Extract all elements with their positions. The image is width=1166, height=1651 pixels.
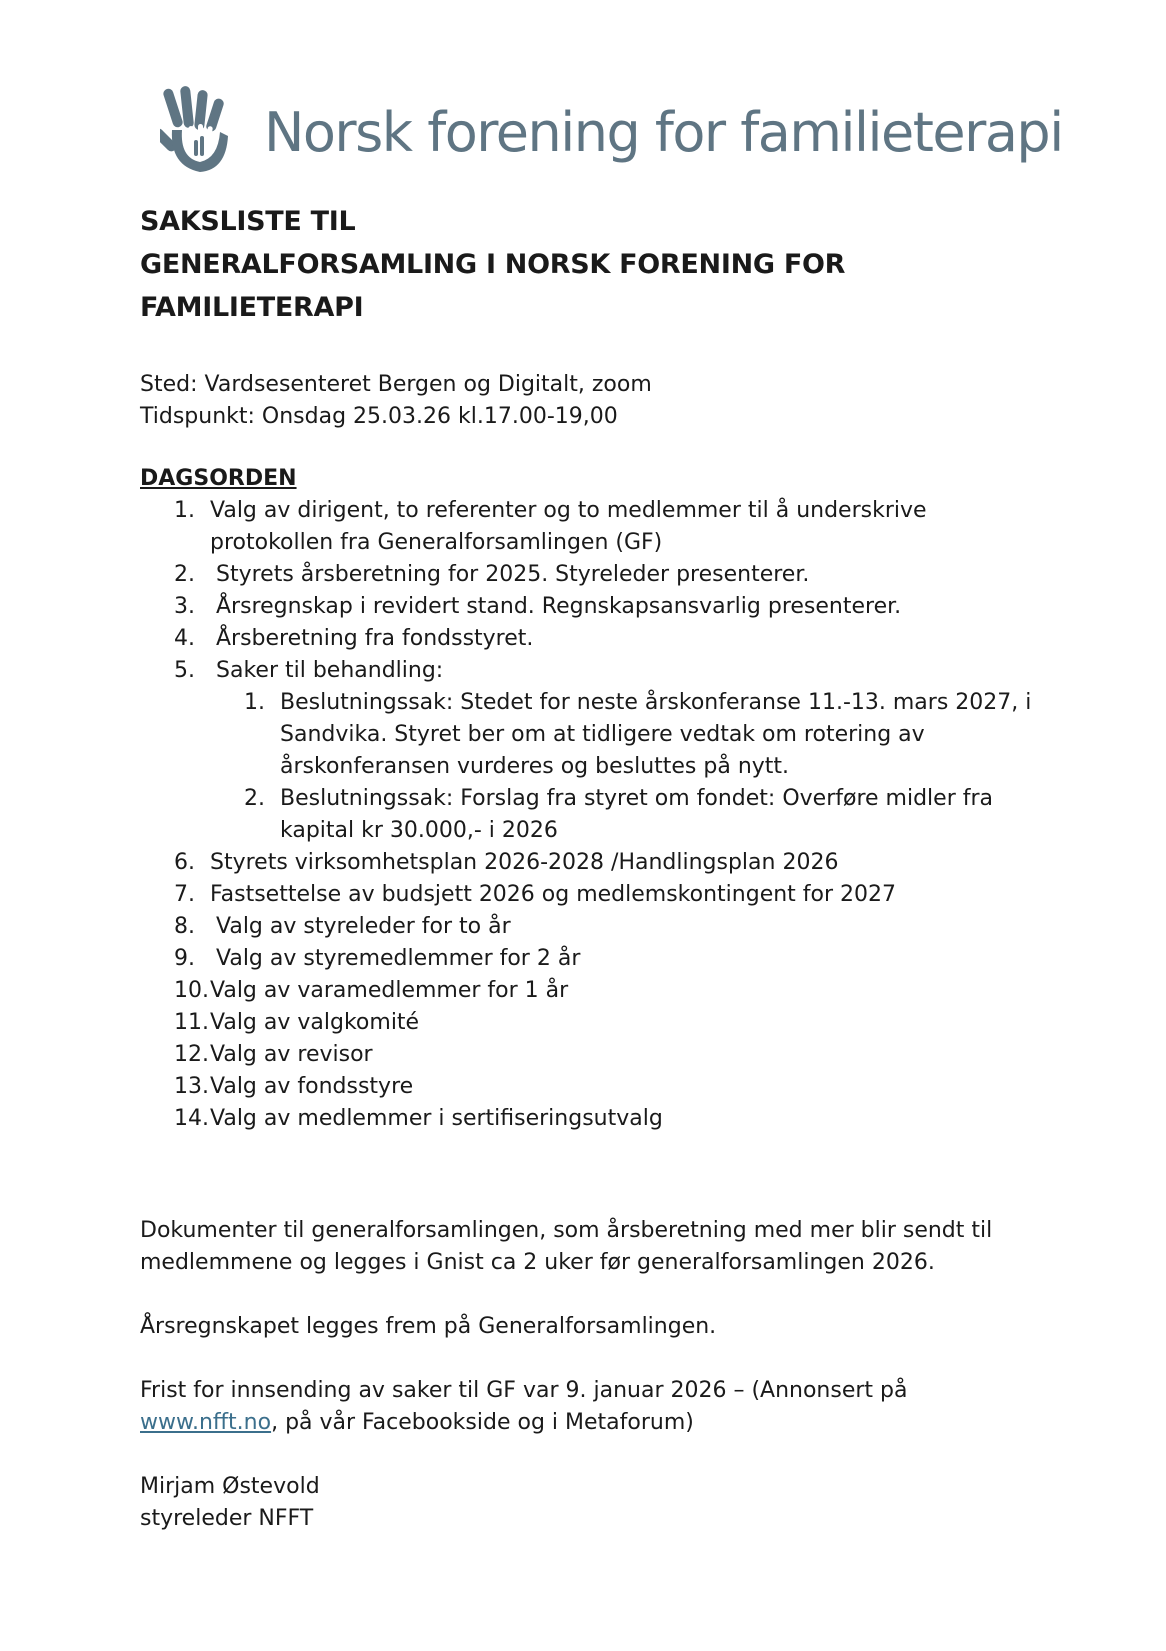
- agenda-item-text: Valg av varamedlemmer for 1 år: [210, 978, 569, 1003]
- agenda-item-number: 13.: [174, 1074, 209, 1099]
- agenda-sub-item-number: 1.: [244, 690, 265, 715]
- agenda-item-number: 5.: [174, 658, 195, 683]
- agenda-item: [140, 623, 1040, 655]
- agenda-item-number: 3.: [174, 594, 195, 619]
- signature-role: styreleder NFFT: [140, 1506, 314, 1531]
- agenda-item-number: 8.: [174, 914, 195, 939]
- agenda-item: [140, 943, 1040, 975]
- agenda-item-text: Årsregnskap i revidert stand. Regnskapsansvarlig presenterer.: [216, 594, 902, 619]
- agenda-heading: DAGSORDEN: [140, 466, 297, 491]
- agenda-item: [140, 559, 1040, 591]
- agenda-item-text: Styrets virksomhetsplan 2026-2028 /Handlingsplan 2026: [210, 850, 839, 875]
- agenda-item-number: 14.: [174, 1106, 209, 1131]
- agenda-item-text: Valg av styreleder for to år: [216, 914, 511, 939]
- main-content: [140, 200, 1040, 1535]
- title-line-2: GENERALFORSAMLING I NORSK FORENING FOR: [140, 249, 846, 280]
- agenda-item-text: Valg av revisor: [210, 1042, 373, 1067]
- agenda-item-number: 2.: [174, 562, 195, 587]
- logo-text: Norsk forening for familieterapi: [264, 101, 1063, 164]
- agenda-sub-list: [210, 687, 1040, 847]
- agenda-item-text: Valg av medlemmer i sertifiseringsutvalg: [210, 1106, 663, 1131]
- title-line-1: SAKSLISTE TIL: [140, 206, 356, 237]
- agenda-item-number: 10.: [174, 978, 209, 1003]
- agenda-item-text: Styrets årsberetning for 2025. Styreleder presenterer.: [216, 562, 810, 587]
- agenda-sub-item-number: 2.: [244, 786, 265, 811]
- page-title: [140, 200, 1040, 329]
- agenda-item: [140, 1071, 1040, 1103]
- agenda-item-number: 9.: [174, 946, 195, 971]
- agenda-sub-item: [140, 687, 1040, 783]
- agenda-item-number: 4.: [174, 626, 195, 651]
- agenda-item: [140, 1039, 1040, 1071]
- agenda-item-number: 6.: [174, 850, 195, 875]
- signature-name: Mirjam Østevold: [140, 1474, 320, 1499]
- agenda-item: [140, 655, 1040, 847]
- agenda-item: [140, 847, 1040, 879]
- agenda-item: [140, 975, 1040, 1007]
- title-line-3: FAMILIETERAPI: [140, 292, 364, 323]
- hands-logo-icon: [160, 86, 238, 174]
- agenda-sub-item-text: Beslutningssak: Forslag fra styret om fondet: Overføre midler fra kapital kr 30.000,- i 2026: [280, 786, 994, 843]
- agenda-sub-item-text: Beslutningssak: Stedet for neste årskonferanse 11.-13. mars 2027, i Sandvika. Styret ber om at tidligere vedtak om rotering av årskonferansen vurderes og besluttes på nytt.: [280, 690, 1032, 779]
- agenda-item-text: Valg av styremedlemmer for 2 år: [216, 946, 581, 971]
- agenda-item-text: Valg av dirigent, to referenter og to medlemmer til å underskrive protokollen fra Generalforsamlingen (GF): [210, 498, 927, 555]
- documents-paragraph: Dokumenter til generalforsamlingen, som årsberetning med mer blir sendt til medlemmene og legges i Gnist ca 2 uker før generalforsamlingen 2026.: [140, 1218, 993, 1275]
- agenda-item-text: Saker til behandling:: [216, 658, 444, 683]
- agenda-item-number: 1.: [174, 498, 195, 523]
- nfft-website-link[interactable]: www.nfft.no: [140, 1410, 272, 1435]
- accounts-paragraph: Årsregnskapet legges frem på Generalforsamlingen.: [140, 1314, 717, 1339]
- agenda-item: [140, 1007, 1040, 1039]
- meeting-time: Tidspunkt: Onsdag 25.03.26 kl.17.00-19,00: [140, 404, 618, 429]
- agenda-item: [140, 1103, 1040, 1135]
- signature: [140, 1471, 1040, 1535]
- agenda-item-number: 11.: [174, 1010, 209, 1035]
- agenda-sub-item: [140, 783, 1040, 847]
- agenda-item-number: 7.: [174, 882, 195, 907]
- meeting-place: Sted: Vardsesenteret Bergen og Digitalt, zoom: [140, 372, 652, 397]
- agenda-item-text: Valg av valgkomité: [210, 1010, 420, 1035]
- deadline-paragraph: [140, 1375, 1040, 1439]
- agenda-item: [140, 495, 1040, 559]
- meeting-info: [140, 369, 1040, 433]
- deadline-text-end: , på vår Facebookside og i Metaforum): [271, 1410, 694, 1435]
- agenda-item: [140, 879, 1040, 911]
- agenda-list: [140, 495, 1040, 1135]
- agenda-item-number: 12.: [174, 1042, 209, 1067]
- agenda-item: [140, 591, 1040, 623]
- logo: [160, 86, 1063, 174]
- agenda-item-text: Årsberetning fra fondsstyret.: [216, 626, 534, 651]
- agenda-item: [140, 911, 1040, 943]
- agenda-item-text: Fastsettelse av budsjett 2026 og medlemskontingent for 2027: [210, 882, 897, 907]
- agenda-item-text: Valg av fondsstyre: [210, 1074, 414, 1099]
- deadline-text-start: Frist for innsending av saker til GF var 9. januar 2026 – (Annonsert på: [140, 1378, 908, 1403]
